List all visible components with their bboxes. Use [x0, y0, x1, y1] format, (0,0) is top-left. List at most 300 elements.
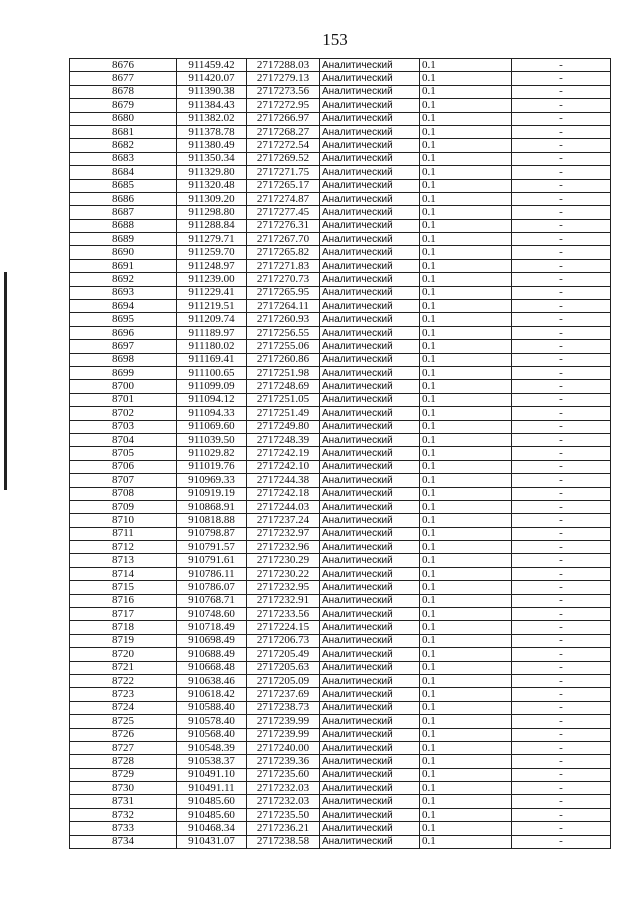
accuracy-cell: 0.1	[420, 608, 512, 621]
method-cell: Аналитический	[320, 487, 420, 500]
note-cell: -	[512, 567, 611, 580]
method-cell: Аналитический	[320, 166, 420, 179]
x-coordinate-cell: 911094.12	[177, 393, 247, 406]
table-row	[70, 393, 611, 406]
table-row	[70, 152, 611, 165]
accuracy-cell: 0.1	[420, 246, 512, 259]
y-coordinate-cell: 2717236.21	[247, 822, 320, 835]
y-coordinate-cell: 2717232.97	[247, 527, 320, 540]
table-row	[70, 233, 611, 246]
method-cell: Аналитический	[320, 407, 420, 420]
note-cell: -	[512, 206, 611, 219]
method-cell: Аналитический	[320, 393, 420, 406]
table-row	[70, 581, 611, 594]
accuracy-cell: 0.1	[420, 500, 512, 513]
x-coordinate-cell: 911320.48	[177, 179, 247, 192]
x-coordinate-cell: 911229.41	[177, 286, 247, 299]
x-coordinate-cell: 910786.11	[177, 567, 247, 580]
y-coordinate-cell: 2717206.73	[247, 634, 320, 647]
note-cell: -	[512, 581, 611, 594]
y-coordinate-cell: 2717265.95	[247, 286, 320, 299]
accuracy-cell: 0.1	[420, 206, 512, 219]
y-coordinate-cell: 2717248.39	[247, 433, 320, 446]
method-cell: Аналитический	[320, 460, 420, 473]
y-coordinate-cell: 2717205.09	[247, 674, 320, 687]
method-cell: Аналитический	[320, 380, 420, 393]
point-number-cell: 8684	[70, 166, 177, 179]
y-coordinate-cell: 2717271.75	[247, 166, 320, 179]
y-coordinate-cell: 2717256.55	[247, 326, 320, 339]
note-cell: -	[512, 353, 611, 366]
y-coordinate-cell: 2717205.49	[247, 648, 320, 661]
table-row	[70, 741, 611, 754]
method-cell: Аналитический	[320, 273, 420, 286]
point-number-cell: 8694	[70, 300, 177, 313]
note-cell: -	[512, 112, 611, 125]
point-number-cell: 8689	[70, 233, 177, 246]
note-cell: -	[512, 99, 611, 112]
y-coordinate-cell: 2717260.86	[247, 353, 320, 366]
method-cell: Аналитический	[320, 661, 420, 674]
note-cell: -	[512, 313, 611, 326]
table-row	[70, 567, 611, 580]
note-cell: -	[512, 782, 611, 795]
x-coordinate-cell: 910638.46	[177, 674, 247, 687]
point-number-cell: 8708	[70, 487, 177, 500]
note-cell: -	[512, 634, 611, 647]
point-number-cell: 8688	[70, 219, 177, 232]
method-cell: Аналитический	[320, 447, 420, 460]
coordinates-table	[69, 58, 611, 849]
table-row	[70, 648, 611, 661]
note-cell: -	[512, 822, 611, 835]
accuracy-cell: 0.1	[420, 715, 512, 728]
note-cell: -	[512, 139, 611, 152]
note-cell: -	[512, 487, 611, 500]
accuracy-cell: 0.1	[420, 192, 512, 205]
point-number-cell: 8716	[70, 594, 177, 607]
point-number-cell: 8709	[70, 500, 177, 513]
table-row	[70, 661, 611, 674]
accuracy-cell: 0.1	[420, 581, 512, 594]
table-row	[70, 474, 611, 487]
note-cell: -	[512, 85, 611, 98]
method-cell: Аналитический	[320, 634, 420, 647]
point-number-cell: 8722	[70, 674, 177, 687]
method-cell: Аналитический	[320, 715, 420, 728]
x-coordinate-cell: 911279.71	[177, 233, 247, 246]
note-cell: -	[512, 366, 611, 379]
point-number-cell: 8682	[70, 139, 177, 152]
table-row	[70, 192, 611, 205]
table-row	[70, 514, 611, 527]
method-cell: Аналитический	[320, 808, 420, 821]
table-row	[70, 139, 611, 152]
method-cell: Аналитический	[320, 674, 420, 687]
method-cell: Аналитический	[320, 206, 420, 219]
accuracy-cell: 0.1	[420, 407, 512, 420]
x-coordinate-cell: 911029.82	[177, 447, 247, 460]
x-coordinate-cell: 911019.76	[177, 460, 247, 473]
point-number-cell: 8706	[70, 460, 177, 473]
y-coordinate-cell: 2717268.27	[247, 125, 320, 138]
note-cell: -	[512, 661, 611, 674]
point-number-cell: 8711	[70, 527, 177, 540]
accuracy-cell: 0.1	[420, 152, 512, 165]
x-coordinate-cell: 911248.97	[177, 259, 247, 272]
point-number-cell: 8692	[70, 273, 177, 286]
accuracy-cell: 0.1	[420, 59, 512, 72]
accuracy-cell: 0.1	[420, 795, 512, 808]
note-cell: -	[512, 72, 611, 85]
margin-line	[4, 272, 7, 490]
note-cell: -	[512, 715, 611, 728]
y-coordinate-cell: 2717232.03	[247, 782, 320, 795]
note-cell: -	[512, 554, 611, 567]
point-number-cell: 8718	[70, 621, 177, 634]
x-coordinate-cell: 910491.11	[177, 782, 247, 795]
x-coordinate-cell: 911094.33	[177, 407, 247, 420]
accuracy-cell: 0.1	[420, 514, 512, 527]
accuracy-cell: 0.1	[420, 648, 512, 661]
x-coordinate-cell: 911069.60	[177, 420, 247, 433]
y-coordinate-cell: 2717242.10	[247, 460, 320, 473]
table-row	[70, 460, 611, 473]
point-number-cell: 8730	[70, 782, 177, 795]
point-number-cell: 8720	[70, 648, 177, 661]
table-row	[70, 246, 611, 259]
y-coordinate-cell: 2717277.45	[247, 206, 320, 219]
x-coordinate-cell: 911039.50	[177, 433, 247, 446]
table-row	[70, 447, 611, 460]
x-coordinate-cell: 910588.40	[177, 701, 247, 714]
point-number-cell: 8699	[70, 366, 177, 379]
accuracy-cell: 0.1	[420, 527, 512, 540]
table-row	[70, 594, 611, 607]
y-coordinate-cell: 2717235.60	[247, 768, 320, 781]
method-cell: Аналитический	[320, 59, 420, 72]
method-cell: Аналитический	[320, 741, 420, 754]
method-cell: Аналитический	[320, 139, 420, 152]
x-coordinate-cell: 910768.71	[177, 594, 247, 607]
x-coordinate-cell: 911298.80	[177, 206, 247, 219]
y-coordinate-cell: 2717238.58	[247, 835, 320, 848]
accuracy-cell: 0.1	[420, 353, 512, 366]
accuracy-cell: 0.1	[420, 567, 512, 580]
table-row	[70, 621, 611, 634]
method-cell: Аналитический	[320, 246, 420, 259]
method-cell: Аналитический	[320, 313, 420, 326]
note-cell: -	[512, 259, 611, 272]
note-cell: -	[512, 273, 611, 286]
table-body	[70, 59, 611, 849]
x-coordinate-cell: 910748.60	[177, 608, 247, 621]
note-cell: -	[512, 125, 611, 138]
method-cell: Аналитический	[320, 326, 420, 339]
accuracy-cell: 0.1	[420, 259, 512, 272]
point-number-cell: 8715	[70, 581, 177, 594]
accuracy-cell: 0.1	[420, 326, 512, 339]
table-row	[70, 273, 611, 286]
method-cell: Аналитический	[320, 554, 420, 567]
x-coordinate-cell: 910818.88	[177, 514, 247, 527]
y-coordinate-cell: 2717230.29	[247, 554, 320, 567]
point-number-cell: 8729	[70, 768, 177, 781]
y-coordinate-cell: 2717242.18	[247, 487, 320, 500]
point-number-cell: 8734	[70, 835, 177, 848]
y-coordinate-cell: 2717251.49	[247, 407, 320, 420]
point-number-cell: 8717	[70, 608, 177, 621]
accuracy-cell: 0.1	[420, 380, 512, 393]
x-coordinate-cell: 911420.07	[177, 72, 247, 85]
note-cell: -	[512, 648, 611, 661]
x-coordinate-cell: 910431.07	[177, 835, 247, 848]
method-cell: Аналитический	[320, 112, 420, 125]
y-coordinate-cell: 2717267.70	[247, 233, 320, 246]
note-cell: -	[512, 246, 611, 259]
y-coordinate-cell: 2717271.83	[247, 259, 320, 272]
method-cell: Аналитический	[320, 125, 420, 138]
note-cell: -	[512, 541, 611, 554]
point-number-cell: 8732	[70, 808, 177, 821]
x-coordinate-cell: 911189.97	[177, 326, 247, 339]
x-coordinate-cell: 910786.07	[177, 581, 247, 594]
x-coordinate-cell: 910485.60	[177, 795, 247, 808]
method-cell: Аналитический	[320, 822, 420, 835]
table-row	[70, 822, 611, 835]
point-number-cell: 8721	[70, 661, 177, 674]
x-coordinate-cell: 911350.34	[177, 152, 247, 165]
y-coordinate-cell: 2717232.91	[247, 594, 320, 607]
y-coordinate-cell: 2717272.95	[247, 99, 320, 112]
y-coordinate-cell: 2717251.05	[247, 393, 320, 406]
y-coordinate-cell: 2717251.98	[247, 366, 320, 379]
method-cell: Аналитический	[320, 621, 420, 634]
accuracy-cell: 0.1	[420, 420, 512, 433]
table-row	[70, 608, 611, 621]
method-cell: Аналитический	[320, 259, 420, 272]
table-row	[70, 380, 611, 393]
table-row	[70, 487, 611, 500]
accuracy-cell: 0.1	[420, 112, 512, 125]
accuracy-cell: 0.1	[420, 621, 512, 634]
y-coordinate-cell: 2717224.15	[247, 621, 320, 634]
note-cell: -	[512, 420, 611, 433]
note-cell: -	[512, 152, 611, 165]
note-cell: -	[512, 166, 611, 179]
note-cell: -	[512, 474, 611, 487]
table-row	[70, 554, 611, 567]
point-number-cell: 8712	[70, 541, 177, 554]
accuracy-cell: 0.1	[420, 286, 512, 299]
point-number-cell: 8733	[70, 822, 177, 835]
table-row	[70, 366, 611, 379]
point-number-cell: 8680	[70, 112, 177, 125]
y-coordinate-cell: 2717239.36	[247, 755, 320, 768]
method-cell: Аналитический	[320, 782, 420, 795]
y-coordinate-cell: 2717249.80	[247, 420, 320, 433]
point-number-cell: 8681	[70, 125, 177, 138]
x-coordinate-cell: 911384.43	[177, 99, 247, 112]
method-cell: Аналитический	[320, 768, 420, 781]
x-coordinate-cell: 910919.19	[177, 487, 247, 500]
point-number-cell: 8713	[70, 554, 177, 567]
method-cell: Аналитический	[320, 179, 420, 192]
point-number-cell: 8690	[70, 246, 177, 259]
table-row	[70, 500, 611, 513]
method-cell: Аналитический	[320, 688, 420, 701]
note-cell: -	[512, 514, 611, 527]
y-coordinate-cell: 2717266.97	[247, 112, 320, 125]
table-row	[70, 85, 611, 98]
accuracy-cell: 0.1	[420, 300, 512, 313]
accuracy-cell: 0.1	[420, 366, 512, 379]
y-coordinate-cell: 2717274.87	[247, 192, 320, 205]
method-cell: Аналитический	[320, 340, 420, 353]
note-cell: -	[512, 768, 611, 781]
y-coordinate-cell: 2717235.50	[247, 808, 320, 821]
point-number-cell: 8731	[70, 795, 177, 808]
accuracy-cell: 0.1	[420, 741, 512, 754]
note-cell: -	[512, 701, 611, 714]
table-row	[70, 407, 611, 420]
table-row	[70, 755, 611, 768]
method-cell: Аналитический	[320, 541, 420, 554]
table-row	[70, 179, 611, 192]
point-number-cell: 8695	[70, 313, 177, 326]
accuracy-cell: 0.1	[420, 541, 512, 554]
x-coordinate-cell: 910698.49	[177, 634, 247, 647]
point-number-cell: 8687	[70, 206, 177, 219]
method-cell: Аналитический	[320, 85, 420, 98]
accuracy-cell: 0.1	[420, 340, 512, 353]
accuracy-cell: 0.1	[420, 487, 512, 500]
table-row	[70, 286, 611, 299]
x-coordinate-cell: 911180.02	[177, 340, 247, 353]
method-cell: Аналитический	[320, 433, 420, 446]
accuracy-cell: 0.1	[420, 85, 512, 98]
note-cell: -	[512, 594, 611, 607]
table-row	[70, 782, 611, 795]
accuracy-cell: 0.1	[420, 166, 512, 179]
note-cell: -	[512, 326, 611, 339]
point-number-cell: 8725	[70, 715, 177, 728]
note-cell: -	[512, 233, 611, 246]
x-coordinate-cell: 911288.84	[177, 219, 247, 232]
y-coordinate-cell: 2717248.69	[247, 380, 320, 393]
point-number-cell: 8683	[70, 152, 177, 165]
table-row	[70, 701, 611, 714]
method-cell: Аналитический	[320, 72, 420, 85]
method-cell: Аналитический	[320, 608, 420, 621]
method-cell: Аналитический	[320, 420, 420, 433]
note-cell: -	[512, 447, 611, 460]
method-cell: Аналитический	[320, 527, 420, 540]
point-number-cell: 8677	[70, 72, 177, 85]
y-coordinate-cell: 2717270.73	[247, 273, 320, 286]
method-cell: Аналитический	[320, 728, 420, 741]
x-coordinate-cell: 911099.09	[177, 380, 247, 393]
note-cell: -	[512, 380, 611, 393]
point-number-cell: 8686	[70, 192, 177, 205]
x-coordinate-cell: 911169.41	[177, 353, 247, 366]
table-row	[70, 340, 611, 353]
method-cell: Аналитический	[320, 233, 420, 246]
x-coordinate-cell: 910468.34	[177, 822, 247, 835]
table-row	[70, 326, 611, 339]
accuracy-cell: 0.1	[420, 447, 512, 460]
method-cell: Аналитический	[320, 795, 420, 808]
note-cell: -	[512, 407, 611, 420]
point-number-cell: 8703	[70, 420, 177, 433]
method-cell: Аналитический	[320, 286, 420, 299]
table-row	[70, 768, 611, 781]
method-cell: Аналитический	[320, 514, 420, 527]
x-coordinate-cell: 911100.65	[177, 366, 247, 379]
point-number-cell: 8678	[70, 85, 177, 98]
accuracy-cell: 0.1	[420, 701, 512, 714]
y-coordinate-cell: 2717205.63	[247, 661, 320, 674]
method-cell: Аналитический	[320, 366, 420, 379]
table-row	[70, 541, 611, 554]
method-cell: Аналитический	[320, 219, 420, 232]
point-number-cell: 8727	[70, 741, 177, 754]
y-coordinate-cell: 2717272.54	[247, 139, 320, 152]
x-coordinate-cell: 910548.39	[177, 741, 247, 754]
y-coordinate-cell: 2717237.69	[247, 688, 320, 701]
table-row	[70, 59, 611, 72]
x-coordinate-cell: 910485.60	[177, 808, 247, 821]
method-cell: Аналитический	[320, 594, 420, 607]
y-coordinate-cell: 2717276.31	[247, 219, 320, 232]
y-coordinate-cell: 2717244.03	[247, 500, 320, 513]
note-cell: -	[512, 527, 611, 540]
y-coordinate-cell: 2717265.17	[247, 179, 320, 192]
y-coordinate-cell: 2717279.13	[247, 72, 320, 85]
accuracy-cell: 0.1	[420, 768, 512, 781]
point-number-cell: 8700	[70, 380, 177, 393]
x-coordinate-cell: 911390.38	[177, 85, 247, 98]
point-number-cell: 8685	[70, 179, 177, 192]
x-coordinate-cell: 911219.51	[177, 300, 247, 313]
accuracy-cell: 0.1	[420, 179, 512, 192]
note-cell: -	[512, 340, 611, 353]
accuracy-cell: 0.1	[420, 674, 512, 687]
note-cell: -	[512, 608, 611, 621]
method-cell: Аналитический	[320, 755, 420, 768]
table-row	[70, 634, 611, 647]
x-coordinate-cell: 911378.78	[177, 125, 247, 138]
point-number-cell: 8693	[70, 286, 177, 299]
accuracy-cell: 0.1	[420, 688, 512, 701]
accuracy-cell: 0.1	[420, 474, 512, 487]
y-coordinate-cell: 2717260.93	[247, 313, 320, 326]
note-cell: -	[512, 500, 611, 513]
y-coordinate-cell: 2717244.38	[247, 474, 320, 487]
accuracy-cell: 0.1	[420, 219, 512, 232]
accuracy-cell: 0.1	[420, 273, 512, 286]
accuracy-cell: 0.1	[420, 313, 512, 326]
method-cell: Аналитический	[320, 353, 420, 366]
point-number-cell: 8701	[70, 393, 177, 406]
table-row	[70, 125, 611, 138]
note-cell: -	[512, 300, 611, 313]
note-cell: -	[512, 795, 611, 808]
accuracy-cell: 0.1	[420, 72, 512, 85]
x-coordinate-cell: 910969.33	[177, 474, 247, 487]
point-number-cell: 8728	[70, 755, 177, 768]
y-coordinate-cell: 2717232.03	[247, 795, 320, 808]
